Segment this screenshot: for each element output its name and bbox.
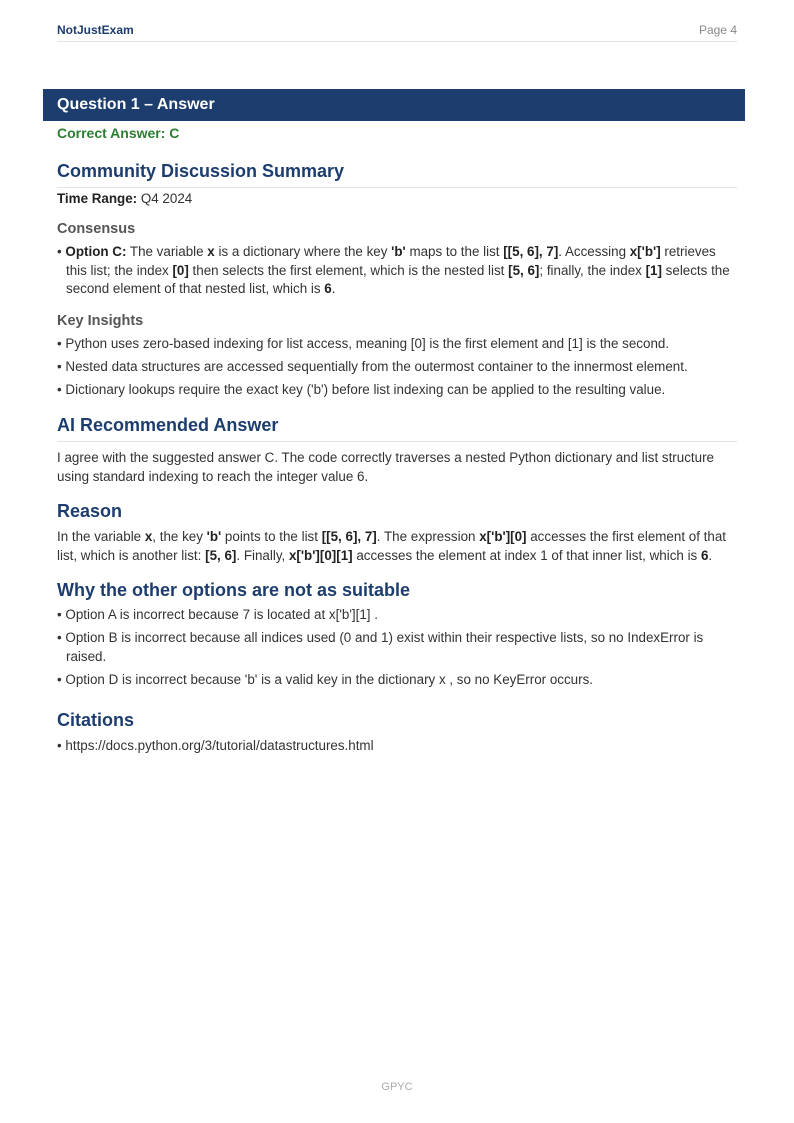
text: Dictionary lookups require the exact key ('b') before list indexing can be applied to the resulting value.	[65, 382, 666, 398]
consensus-list	[48, 243, 737, 304]
question-banner: Question 1 – Answer	[43, 89, 745, 121]
text: Option A is incorrect because 7 is located at x['b'][1] .	[65, 607, 378, 622]
bold-text: x	[207, 244, 215, 259]
correct-answer: Correct Answer: C	[57, 125, 180, 141]
list-item	[48, 671, 737, 690]
text: Python uses zero-based indexing for list access, meaning [0] is the first element and [1] is the second.	[65, 336, 670, 351]
bold-text: 'b'	[391, 244, 406, 259]
brand-name: NotJustExam	[57, 23, 134, 37]
text: I agree with the suggested answer C. The code correctly traverses a nested Python dictionary and list structure using standard indexing to reach the integer value 6.	[57, 450, 714, 484]
list-item	[48, 358, 737, 377]
text: is a dictionary where the key	[214, 244, 392, 259]
text: retrieves this list; the index	[66, 244, 716, 278]
ai-recommended-text	[57, 449, 737, 486]
time-range-value: Q4 2024	[137, 191, 193, 206]
citations-title: Citations	[57, 710, 135, 730]
text: .	[708, 547, 713, 563]
reason-title: Reason	[57, 501, 123, 521]
bold-text: [1]	[645, 262, 662, 278]
text: points to the list	[221, 529, 322, 544]
list-item	[48, 606, 737, 625]
text: selects the second element of that nested list, which is	[66, 262, 730, 297]
page-number: Page 4	[698, 23, 737, 37]
footer-code: GPYC	[381, 1081, 413, 1093]
time-range	[57, 190, 737, 209]
bold-text: 'b'	[206, 529, 222, 544]
community-summary-title: Community Discussion Summary	[57, 160, 737, 188]
bold-text: [5, 6]	[205, 547, 237, 563]
time-range-label: Time Range:	[57, 191, 138, 206]
bold-text: [[5, 6], 7]	[321, 529, 377, 544]
text: . Finally,	[236, 547, 289, 563]
bold-text: 6	[700, 547, 709, 563]
bold-text: [5, 6]	[508, 262, 540, 278]
bold-text: x	[144, 529, 153, 544]
reason-text	[57, 528, 737, 565]
bold-text: Option C:	[65, 244, 127, 259]
text: https://docs.python.org/3/tutorial/datastructures.html	[65, 738, 374, 753]
citation-link[interactable]	[48, 737, 737, 756]
bold-text: x['b'][0]	[479, 529, 527, 544]
bold-text: x['b']	[629, 244, 661, 259]
text: accesses the first element of that list, which is another list:	[57, 529, 726, 563]
bold-text: x['b'][0][1]	[288, 547, 353, 563]
text: ; finally, the index	[539, 262, 646, 278]
text: , the key	[152, 529, 207, 544]
text: . Accessing	[558, 244, 630, 259]
text: .	[331, 281, 336, 297]
bold-text: 6	[324, 281, 332, 297]
other-options-title: Why the other options are not as suitable	[57, 580, 411, 600]
text: maps to the list	[405, 244, 504, 259]
key-insights-list	[48, 335, 737, 405]
other-options-list	[48, 606, 737, 694]
ai-recommended-title: AI Recommended Answer	[57, 414, 737, 442]
list-item	[48, 629, 737, 666]
text: . The expression	[376, 529, 480, 544]
consensus-title: Consensus	[57, 221, 136, 237]
key-insights-title: Key Insights	[57, 313, 144, 329]
text: then selects the first element, which is the nested list	[188, 262, 509, 278]
text: Option B is incorrect because all indices used (0 and 1) exist within their respective lists, so no IndexError is raised.	[65, 630, 704, 664]
bold-text: [0]	[172, 262, 189, 278]
list-item	[48, 381, 737, 400]
header-divider	[57, 41, 737, 42]
text: Nested data structures are accessed sequentially from the outermost container to the innermost element.	[65, 359, 688, 375]
text: The variable	[126, 244, 208, 259]
text: Option D is incorrect because 'b' is a valid key in the dictionary x , so no KeyError occurs.	[65, 672, 593, 688]
text: accesses the element at index 1 of that inner list, which is	[352, 547, 701, 563]
citations-list	[48, 737, 737, 760]
bold-text: [[5, 6], 7]	[503, 244, 559, 259]
list-item	[48, 335, 737, 354]
text: In the variable	[57, 529, 145, 544]
list-item	[48, 243, 737, 299]
